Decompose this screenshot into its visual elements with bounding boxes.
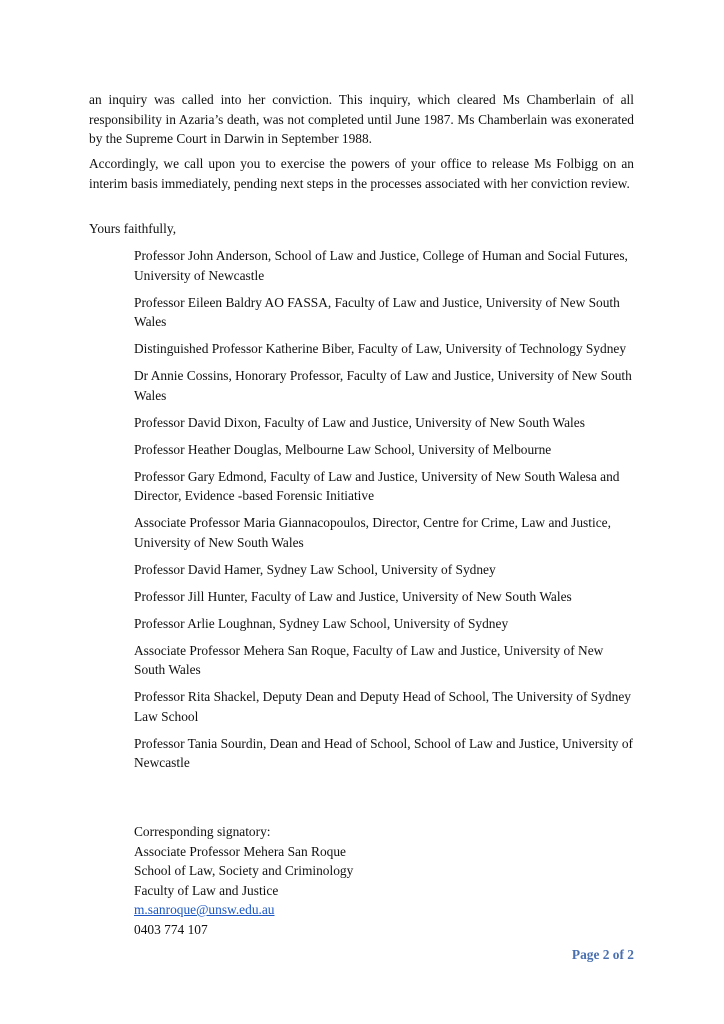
signatory-item: Dr Annie Cossins, Honorary Professor, Faculty of Law and Justice, University of New South Wales [134, 368, 632, 403]
signatory-item: Professor David Dixon, Faculty of Law and Justice, University of New South Wales [134, 414, 585, 430]
signatory-item: Professor Rita Shackel, Deputy Dean and Deputy Head of School, The University of Sydney Law School [134, 689, 631, 724]
signatory-item: Professor Jill Hunter, Faculty of Law and Justice, University of New South Wales [134, 588, 572, 604]
signatory-list [134, 246, 634, 780]
signatory-item: Associate Professor Mehera San Roque, Faculty of Law and Justice, University of New South Wales [134, 642, 604, 677]
contact-heading: Corresponding signatory: [134, 824, 271, 839]
signatory-item: Associate Professor Maria Giannacopoulos, Director, Centre for Crime, Law and Justice, University of New South Wales [134, 515, 611, 550]
contact-phone: 0403 774 107 [134, 921, 208, 937]
contact-faculty: Faculty of Law and Justice [134, 882, 279, 898]
contact-email-link[interactable]: m.sanroque@unsw.edu.au [134, 902, 275, 917]
body-paragraph-1: an inquiry was called into her conviction. This inquiry, which cleared Ms Chamberlain of all responsibility in Azaria’s death, was not completed until June 1987. Ms Chamberlain was exonerated by the Supreme Court in Darwin in September 1988. [89, 92, 634, 146]
letter-closing: Yours faithfully, [89, 221, 177, 236]
signatory-item: Professor David Hamer, Sydney Law School, University of Sydney [134, 561, 496, 577]
signatory-item: Professor Eileen Baldry AO FASSA, Faculty of Law and Justice, University of New South Wales [134, 294, 620, 329]
signatory-item: Professor Heather Douglas, Melbourne Law School, University of Melbourne [134, 441, 552, 457]
body-paragraph-2: Accordingly, we call upon you to exercise the powers of your office to release Ms Folbigg on an interim basis immediately, pending next steps in the processes associated with her conviction review. [89, 156, 634, 191]
signatory-item: Professor John Anderson, School of Law and Justice, College of Human and Social Futures, University of Newcastle [134, 248, 628, 283]
signatory-item: Distinguished Professor Katherine Biber, Faculty of Law, University of Technology Sydney [134, 341, 627, 356]
contact-school: School of Law, Society and Criminology [134, 863, 354, 878]
signatory-item: Professor Tania Sourdin, Dean and Head of School, School of Law and Justice, University of Newcastle [134, 735, 634, 770]
signatory-item: Professor Arlie Loughnan, Sydney Law School, University of Sydney [134, 615, 509, 631]
corresponding-signatory-block [134, 822, 353, 939]
signatory-item: Professor Gary Edmond, Faculty of Law and Justice, University of New South Walesa and Director, Evidence -based Forensic Initiative [134, 468, 620, 503]
page-number: Page 2 of 2 [571, 947, 634, 962]
contact-name: Associate Professor Mehera San Roque [134, 843, 346, 859]
